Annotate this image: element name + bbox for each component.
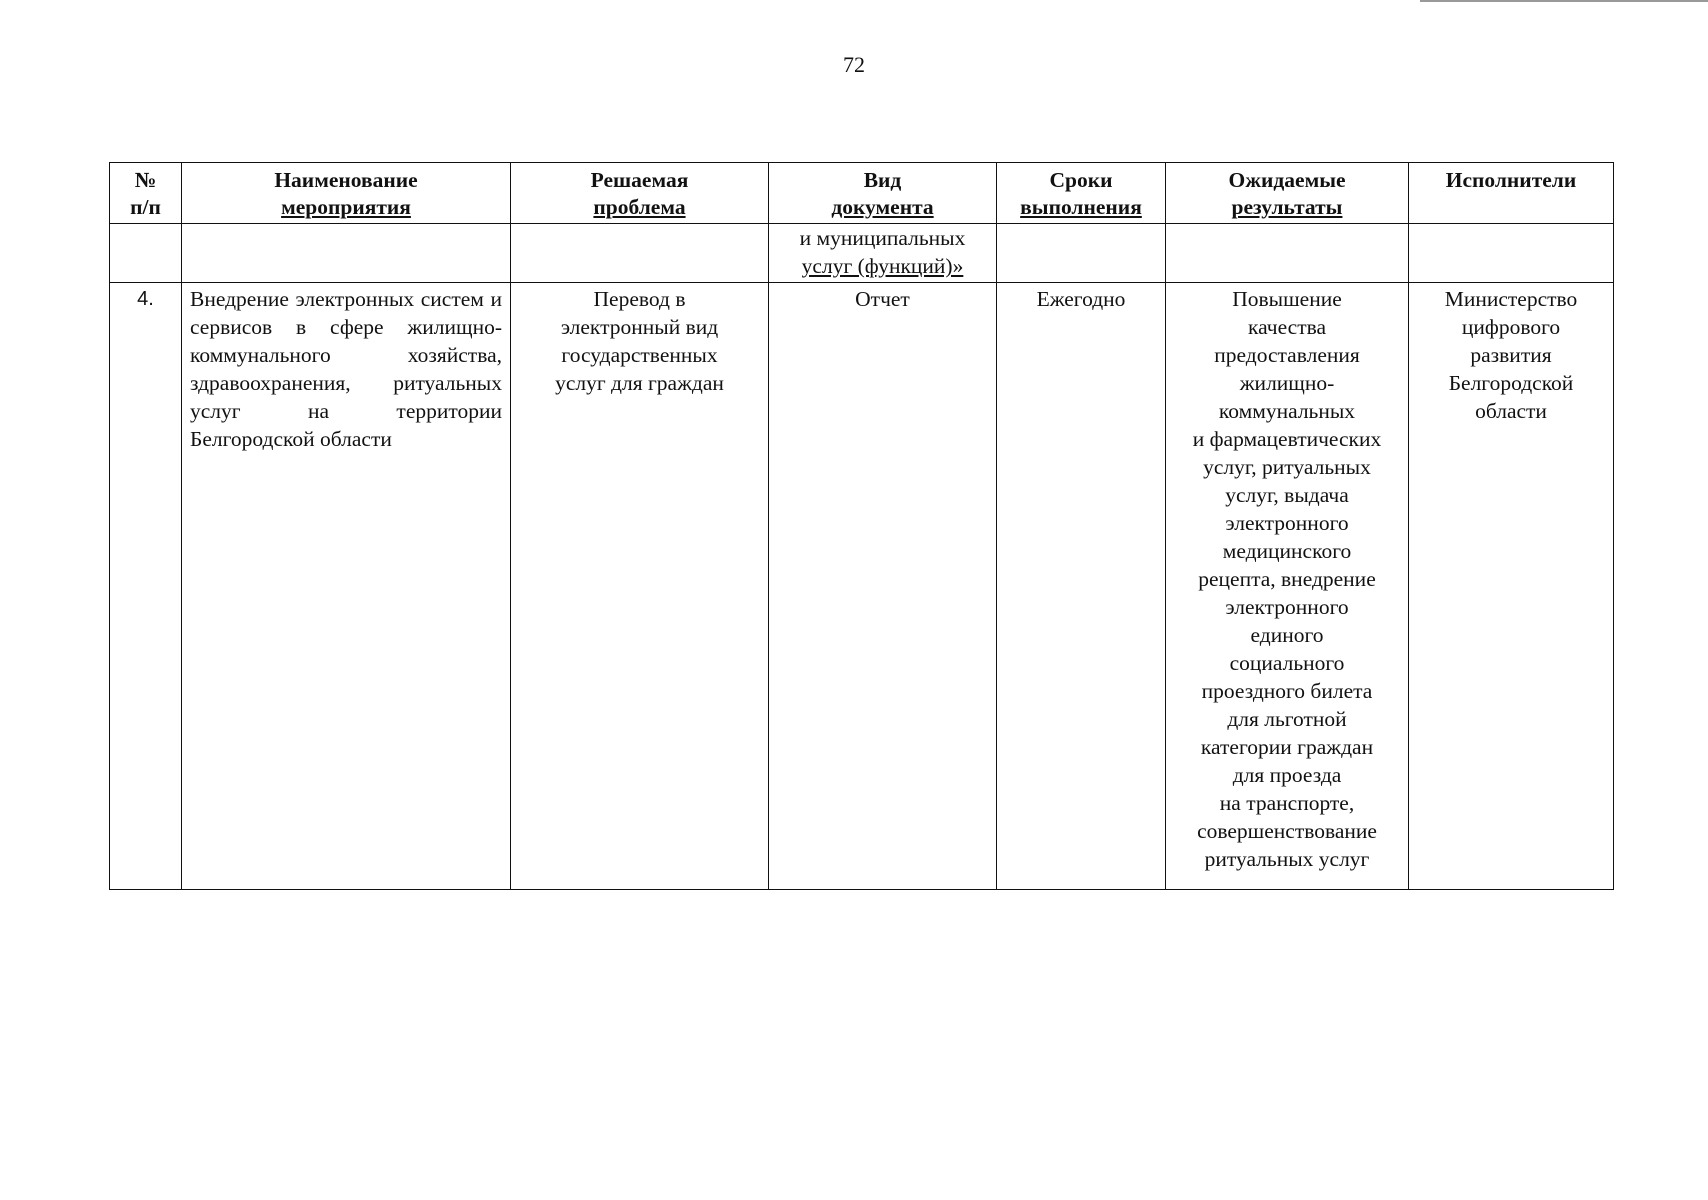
row-num: 4.: [110, 283, 182, 890]
header-deadline: Сроки выполнения: [997, 163, 1166, 224]
measures-table: [109, 162, 1614, 890]
row-executors: Министерство цифрового развития Белгородской области: [1409, 283, 1614, 890]
cont-cell-name: [182, 224, 511, 283]
row-doc-type: Отчет: [769, 283, 997, 890]
header-doc-type: Вид документа: [769, 163, 997, 224]
row-problem: Перевод в электронный вид государственных услуг для граждан: [511, 283, 769, 890]
row-results: Повышение качества предоставления жилищно- коммунальных и фармацевтических услуг, ритуальных услуг, выдача электронного медицинского рецепта, внедрение электронного единого социального проездного билета для льготной категории граждан для проезда на транспорте, совершенствование ритуальных услуг: [1166, 283, 1409, 890]
header-name: Наименование мероприятия: [182, 163, 511, 224]
cont-cell-doc-type: и муниципальных услуг (функций)»: [769, 224, 997, 283]
cont-cell-executors: [1409, 224, 1614, 283]
row-deadline: Ежегодно: [997, 283, 1166, 890]
cont-cell-results: [1166, 224, 1409, 283]
header-num: № п/п: [110, 163, 182, 224]
page-number: 72: [843, 52, 865, 77]
table-row: [110, 283, 1614, 890]
table-row-continuation: [110, 224, 1614, 283]
header-executors: Исполнители: [1409, 163, 1614, 224]
header-results: Ожидаемые результаты: [1166, 163, 1409, 224]
cont-cell-problem: [511, 224, 769, 283]
table-header-row: [110, 163, 1614, 224]
header-problem: Решаемая проблема: [511, 163, 769, 224]
cont-cell-deadline: [997, 224, 1166, 283]
cont-cell-num: [110, 224, 182, 283]
top-edge-rule: [1420, 0, 1708, 2]
row-name: Внедрение электронных систем и сервисов в сфере жилищно-коммунального хозяйства, здравоохранения, ритуальных услуг на территории Белгородской области: [182, 283, 511, 890]
